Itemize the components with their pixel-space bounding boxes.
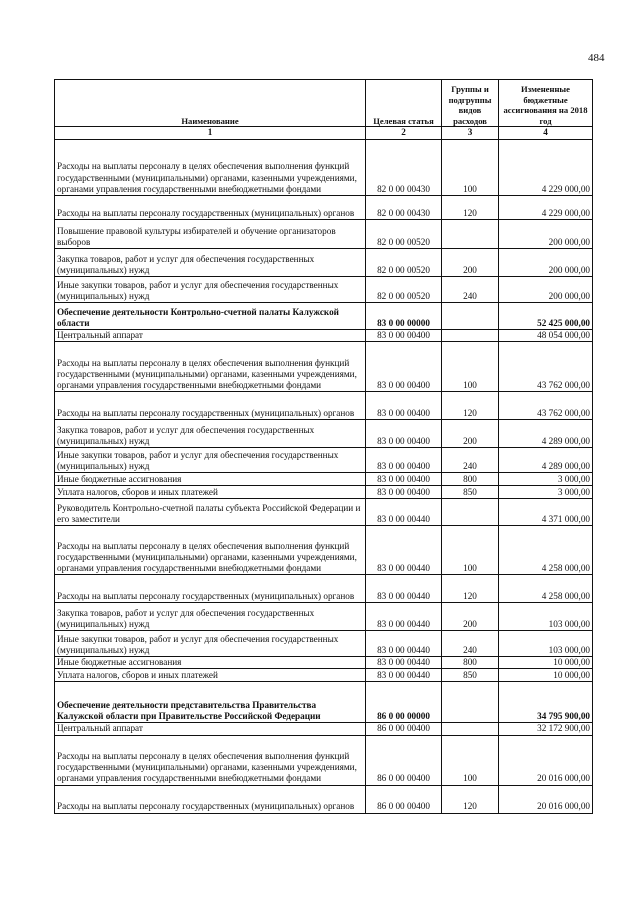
column-number: 4 — [499, 127, 593, 140]
row-group-code: 120 — [442, 196, 499, 220]
row-target-code: 82 0 00 00430 — [366, 140, 442, 196]
row-group-code — [442, 303, 499, 330]
row-amount: 3 000,00 — [499, 486, 593, 499]
row-name: Расходы на выплаты персоналу в целях обеспечения выполнения функций государственными (муниципальными) органами, казенными учреждениями, органами управления государственными внебюджетными фондами — [55, 735, 366, 785]
row-name: Иные закупки товаров, работ и услуг для обеспечения государственных (муниципальных) нужд — [55, 631, 366, 657]
table-row — [55, 657, 593, 669]
row-target-code: 86 0 00 00400 — [366, 723, 442, 735]
row-name: Расходы на выплаты персоналу в целях обеспечения выполнения функций государственными (муниципальными) органами, казенными учреждениями, органами управления государственными внебюджетными фондами — [55, 342, 366, 392]
row-group-code: 800 — [442, 657, 499, 669]
table-row — [55, 277, 593, 303]
table-row — [55, 669, 593, 682]
row-group-code: 200 — [442, 249, 499, 277]
row-target-code: 83 0 00 00400 — [366, 330, 442, 342]
row-name: Иные бюджетные ассигнования — [55, 657, 366, 669]
row-name: Закупка товаров, работ и услуг для обеспечения государственных (муниципальных) нужд — [55, 249, 366, 277]
row-amount: 20 016 000,00 — [499, 735, 593, 785]
row-group-code — [442, 499, 499, 526]
row-name: Центральный аппарат — [55, 330, 366, 342]
header-target: Целевая статья — [366, 80, 442, 127]
table-row — [55, 392, 593, 420]
row-name: Уплата налогов, сборов и иных платежей — [55, 669, 366, 682]
row-amount: 20 016 000,00 — [499, 785, 593, 813]
table-row — [55, 220, 593, 249]
table-row — [55, 723, 593, 735]
row-name: Закупка товаров, работ и услуг для обеспечения государственных (муниципальных) нужд — [55, 420, 366, 448]
row-amount: 4 289 000,00 — [499, 420, 593, 448]
row-name: Расходы на выплаты персоналу в целях обеспечения выполнения функций государственными (муниципальными) органами, казенными учреждениями, органами управления государственными внебюджетными фондами — [55, 526, 366, 575]
row-amount: 43 762 000,00 — [499, 392, 593, 420]
row-amount: 4 229 000,00 — [499, 140, 593, 196]
column-number: 2 — [366, 127, 442, 140]
column-number-row — [55, 127, 593, 140]
budget-table — [54, 79, 593, 814]
table-row — [55, 249, 593, 277]
table-row — [55, 631, 593, 657]
table-row — [55, 473, 593, 486]
page-number: 484 — [588, 52, 605, 64]
row-group-code: 100 — [442, 140, 499, 196]
row-amount: 4 229 000,00 — [499, 196, 593, 220]
table-row — [55, 785, 593, 813]
row-amount: 200 000,00 — [499, 249, 593, 277]
row-group-code: 200 — [442, 603, 499, 631]
row-name: Закупка товаров, работ и услуг для обеспечения государственных (муниципальных) нужд — [55, 603, 366, 631]
table-row — [55, 420, 593, 448]
table-row — [55, 330, 593, 342]
row-target-code: 83 0 00 00000 — [366, 303, 442, 330]
row-target-code: 83 0 00 00440 — [366, 499, 442, 526]
row-target-code: 83 0 00 00400 — [366, 342, 442, 392]
row-group-code: 120 — [442, 785, 499, 813]
row-name: Расходы на выплаты персоналу государственных (муниципальных) органов — [55, 785, 366, 813]
table-body — [55, 140, 593, 814]
row-amount: 43 762 000,00 — [499, 342, 593, 392]
row-group-code — [442, 220, 499, 249]
row-group-code: 800 — [442, 473, 499, 486]
row-amount: 4 289 000,00 — [499, 448, 593, 473]
row-name: Иные закупки товаров, работ и услуг для обеспечения государственных (муниципальных) нужд — [55, 277, 366, 303]
row-target-code: 82 0 00 00430 — [366, 196, 442, 220]
table-row — [55, 575, 593, 603]
table-row — [55, 526, 593, 575]
row-name: Уплата налогов, сборов и иных платежей — [55, 486, 366, 499]
row-group-code: 240 — [442, 277, 499, 303]
row-group-code — [442, 723, 499, 735]
row-name: Обеспечение деятельности Контрольно-счетной палаты Калужской области — [55, 303, 366, 330]
row-target-code: 82 0 00 00520 — [366, 277, 442, 303]
header-row — [55, 80, 593, 127]
table-row — [55, 499, 593, 526]
row-target-code: 86 0 00 00000 — [366, 682, 442, 723]
table-row — [55, 196, 593, 220]
table-row — [55, 140, 593, 196]
row-group-code: 850 — [442, 486, 499, 499]
row-amount: 10 000,00 — [499, 669, 593, 682]
row-amount: 3 000,00 — [499, 473, 593, 486]
row-name: Обеспечение деятельности представительства Правительства Калужской области при Правительстве Российской Федерации — [55, 682, 366, 723]
header-groups: Группы и подгруппы видов расходов — [442, 80, 499, 127]
row-target-code: 83 0 00 00440 — [366, 526, 442, 575]
row-target-code: 83 0 00 00400 — [366, 448, 442, 473]
row-name: Расходы на выплаты персоналу государственных (муниципальных) органов — [55, 392, 366, 420]
header-assignments: Измененные бюджетные ассигнования на 2018 год — [499, 80, 593, 127]
row-amount: 52 425 000,00 — [499, 303, 593, 330]
column-number: 1 — [55, 127, 366, 140]
row-name: Руководитель Контрольно-счетной палаты субъекта Российской Федерации и его заместители — [55, 499, 366, 526]
row-name: Расходы на выплаты персоналу государственных (муниципальных) органов — [55, 196, 366, 220]
row-target-code: 83 0 00 00400 — [366, 392, 442, 420]
row-amount: 32 172 900,00 — [499, 723, 593, 735]
row-name: Расходы на выплаты персоналу в целях обеспечения выполнения функций государственными (муниципальными) органами, казенными учреждениями, органами управления государственными внебюджетными фондами — [55, 140, 366, 196]
row-group-code — [442, 682, 499, 723]
row-target-code: 83 0 00 00440 — [366, 603, 442, 631]
table-row — [55, 448, 593, 473]
row-amount: 4 258 000,00 — [499, 575, 593, 603]
column-number: 3 — [442, 127, 499, 140]
row-amount: 103 000,00 — [499, 603, 593, 631]
row-group-code: 120 — [442, 392, 499, 420]
row-target-code: 83 0 00 00400 — [366, 486, 442, 499]
row-target-code: 86 0 00 00400 — [366, 735, 442, 785]
row-target-code: 82 0 00 00520 — [366, 220, 442, 249]
row-group-code: 240 — [442, 631, 499, 657]
row-group-code: 100 — [442, 342, 499, 392]
row-group-code — [442, 330, 499, 342]
row-name: Иные бюджетные ассигнования — [55, 473, 366, 486]
row-amount: 200 000,00 — [499, 277, 593, 303]
row-amount: 200 000,00 — [499, 220, 593, 249]
row-group-code: 200 — [442, 420, 499, 448]
row-target-code: 83 0 00 00440 — [366, 575, 442, 603]
row-target-code: 83 0 00 00400 — [366, 420, 442, 448]
table-row — [55, 735, 593, 785]
row-target-code: 83 0 00 00440 — [366, 631, 442, 657]
row-name: Иные закупки товаров, работ и услуг для обеспечения государственных (муниципальных) нужд — [55, 448, 366, 473]
table-row — [55, 342, 593, 392]
row-target-code: 86 0 00 00400 — [366, 785, 442, 813]
row-amount: 4 371 000,00 — [499, 499, 593, 526]
row-amount: 103 000,00 — [499, 631, 593, 657]
row-group-code: 100 — [442, 735, 499, 785]
row-name: Расходы на выплаты персоналу государственных (муниципальных) органов — [55, 575, 366, 603]
table-row — [55, 682, 593, 723]
row-target-code: 83 0 00 00400 — [366, 473, 442, 486]
row-group-code: 850 — [442, 669, 499, 682]
table-row — [55, 486, 593, 499]
row-target-code: 83 0 00 00440 — [366, 669, 442, 682]
row-name: Повышение правовой культуры избирателей и обучение организаторов выборов — [55, 220, 366, 249]
row-name: Центральный аппарат — [55, 723, 366, 735]
row-target-code: 82 0 00 00520 — [366, 249, 442, 277]
row-group-code: 100 — [442, 526, 499, 575]
row-target-code: 83 0 00 00440 — [366, 657, 442, 669]
table-row — [55, 303, 593, 330]
row-amount: 34 795 900,00 — [499, 682, 593, 723]
row-amount: 10 000,00 — [499, 657, 593, 669]
row-amount: 48 054 000,00 — [499, 330, 593, 342]
row-amount: 4 258 000,00 — [499, 526, 593, 575]
header-name: Наименование — [55, 80, 366, 127]
table-row — [55, 603, 593, 631]
row-group-code: 240 — [442, 448, 499, 473]
row-group-code: 120 — [442, 575, 499, 603]
